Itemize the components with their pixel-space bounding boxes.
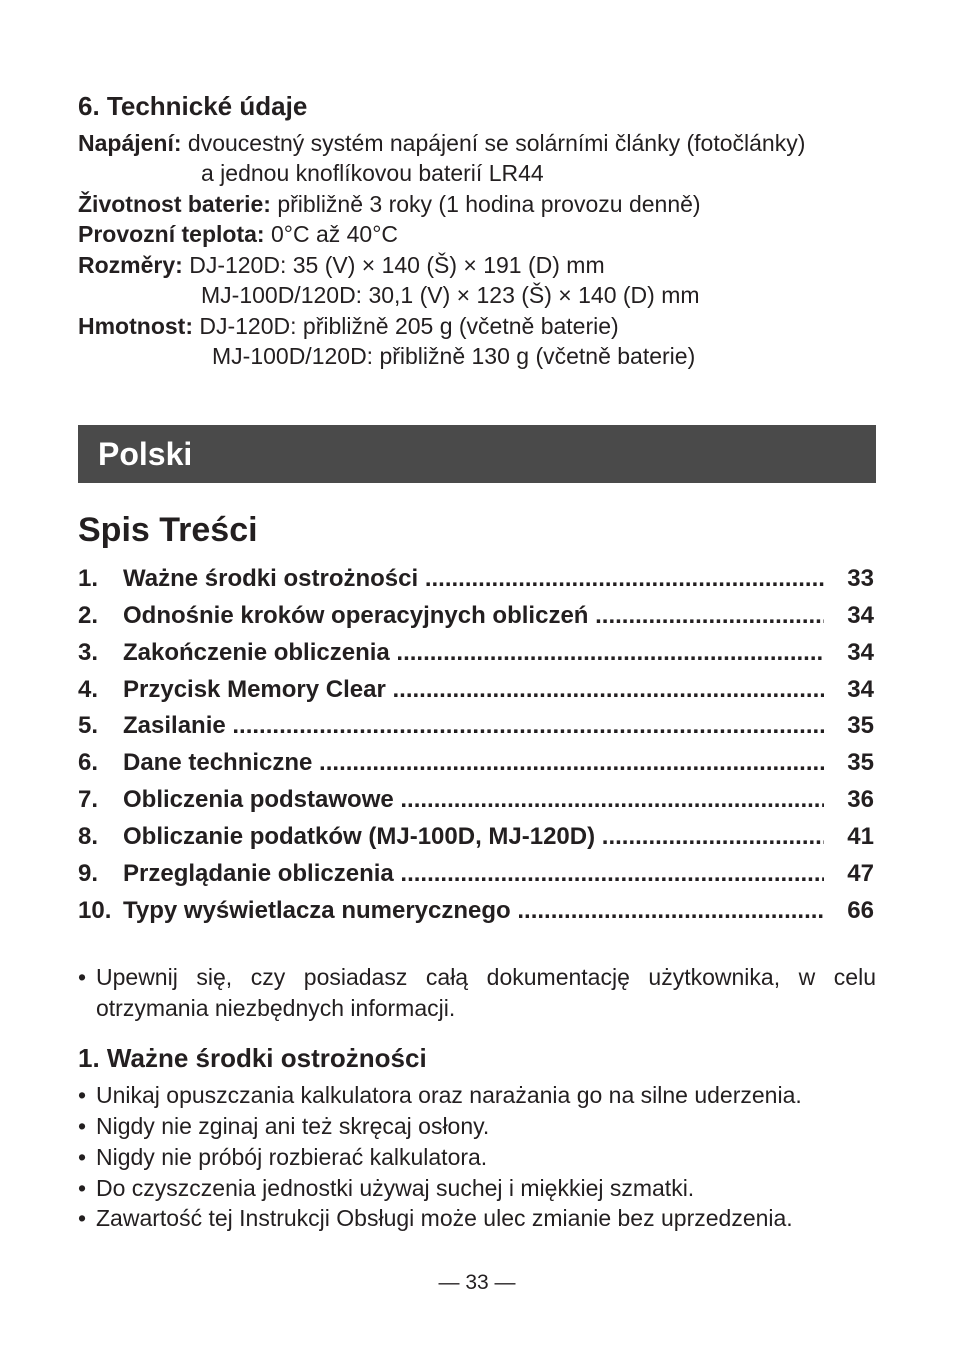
precaution-text: Do czyszczenia jednostki używaj suchej i miękkiej szmatki. [96, 1175, 695, 1201]
toc-item-page: 41 [847, 823, 874, 850]
toc-item[interactable] [78, 638, 874, 668]
spec-power-label: Napájení: [78, 130, 182, 156]
toc-item-title: Typy wyświetlacza numerycznego ..... [123, 896, 824, 926]
toc-item-number: 2. [78, 602, 99, 629]
toc-item-title: Obliczenia podstawowe ..... [123, 785, 824, 815]
toc-item[interactable] [78, 748, 874, 778]
spec-weight-row [78, 312, 619, 340]
toc-item-title: Dane techniczne ..... [123, 748, 824, 778]
precaution-text: Nigdy nie zginaj ani też skręcaj osłony. [96, 1113, 490, 1139]
bullet-glyph: • [78, 1175, 87, 1201]
spec-battery-row [78, 190, 701, 218]
spec-power-row [78, 129, 805, 157]
toc-item[interactable] [78, 859, 874, 889]
language-banner [78, 425, 876, 483]
toc-item-page: 33 [847, 565, 874, 592]
toc-item[interactable] [78, 711, 874, 741]
spec-dims-value: DJ-120D: 35 (V) × 140 (Š) × 191 (D) mm [189, 252, 605, 278]
toc-item[interactable] [78, 822, 874, 852]
toc-item-title: Odnośnie kroków operacyjnych obliczeń ..... [123, 601, 824, 631]
toc-item-page: 34 [847, 602, 874, 629]
toc-item-page: 47 [847, 860, 874, 887]
toc-item-title: Obliczanie podatków (MJ-100D, MJ-120D) ..... [123, 822, 824, 852]
toc-item[interactable] [78, 564, 874, 594]
documentation-note-text: Upewnij się, czy posiadasz całą dokumentację użytkownika, w celu otrzymania niezbędnych informacji. [96, 964, 876, 1021]
toc-item-page: 35 [847, 749, 874, 776]
toc-item-page: 66 [847, 897, 874, 924]
toc-item-title: Ważne środki ostrożności ..... [123, 564, 824, 594]
spec-battery-value: přibližně 3 roky (1 hodina provozu denně) [277, 191, 701, 217]
toc-item-title: Zakończenie obliczenia ..... [123, 638, 824, 668]
spec-dims-row [78, 251, 605, 279]
toc-item-page: 36 [847, 786, 874, 813]
language-banner-label: Polski [98, 436, 193, 472]
precaution-text: Unikaj opuszczania kalkulatora oraz narażania go na silne uderzenia. [96, 1082, 802, 1108]
spec-dims-label: Rozměry: [78, 252, 183, 278]
toc-item-number: 5. [78, 712, 99, 739]
spec-temp-label: Provozní teplota: [78, 221, 265, 247]
precaution-text: Nigdy nie próbój rozbierać kalkulatora. [96, 1144, 488, 1170]
bullet-glyph: • [78, 1113, 87, 1139]
toc-item[interactable] [78, 601, 874, 631]
spec-weight-value: DJ-120D: přibližně 205 g (včetně baterie) [199, 313, 619, 339]
toc-item-title: Przycisk Memory Clear ..... [123, 675, 824, 705]
spec-power-value-cont: a jednou knoflíkovou baterií LR44 [201, 160, 544, 186]
toc-item-number: 1. [78, 565, 99, 592]
precaution-text: Zawartość tej Instrukcji Obsługi może ulec zmianie bez uprzedzenia. [96, 1205, 793, 1231]
toc-item-title: Przeglądanie obliczenia ..... [123, 859, 824, 889]
precautions-heading: 1. Ważne środki ostrożności [78, 1043, 427, 1073]
toc-item-number: 3. [78, 639, 99, 666]
bullet-glyph: • [78, 964, 87, 990]
spec-weight-value-cont: MJ-100D/120D: přibližně 130 g (včetně baterie) [212, 343, 696, 369]
bullet-glyph: • [78, 1082, 87, 1108]
toc-item-number: 10. [78, 897, 112, 924]
toc-item-page: 35 [847, 712, 874, 739]
toc-item-number: 7. [78, 786, 99, 813]
toc-item-number: 6. [78, 749, 99, 776]
spec-battery-label: Životnost baterie: [78, 191, 271, 217]
toc-item[interactable] [78, 675, 874, 705]
bullet-glyph: • [78, 1205, 87, 1231]
tech-specs-heading: 6. Technické údaje [78, 91, 308, 121]
toc-item-title: Zasilanie ..... [123, 711, 824, 741]
toc-item-page: 34 [847, 676, 874, 703]
toc-item-number: 4. [78, 676, 99, 703]
toc-item-page: 34 [847, 639, 874, 666]
spec-temp-value: 0°C až 40°C [270, 221, 399, 247]
spec-power-value: dvoucestný systém napájení se solárními články (fotočlánky) [187, 130, 806, 156]
toc-title: Spis Treści [78, 511, 258, 549]
spec-dims-value-cont: MJ-100D/120D: 30,1 (V) × 123 (Š) × 140 (D) mm [201, 282, 700, 308]
spec-temp-row [78, 220, 398, 248]
toc-item[interactable] [78, 896, 874, 926]
spec-weight-label: Hmotnost: [78, 313, 193, 339]
bullet-glyph: • [78, 1144, 87, 1170]
toc-item-number: 8. [78, 823, 99, 850]
toc-item[interactable] [78, 785, 874, 815]
toc-item-number: 9. [78, 860, 99, 887]
page-number: — 33 — [438, 1271, 516, 1294]
